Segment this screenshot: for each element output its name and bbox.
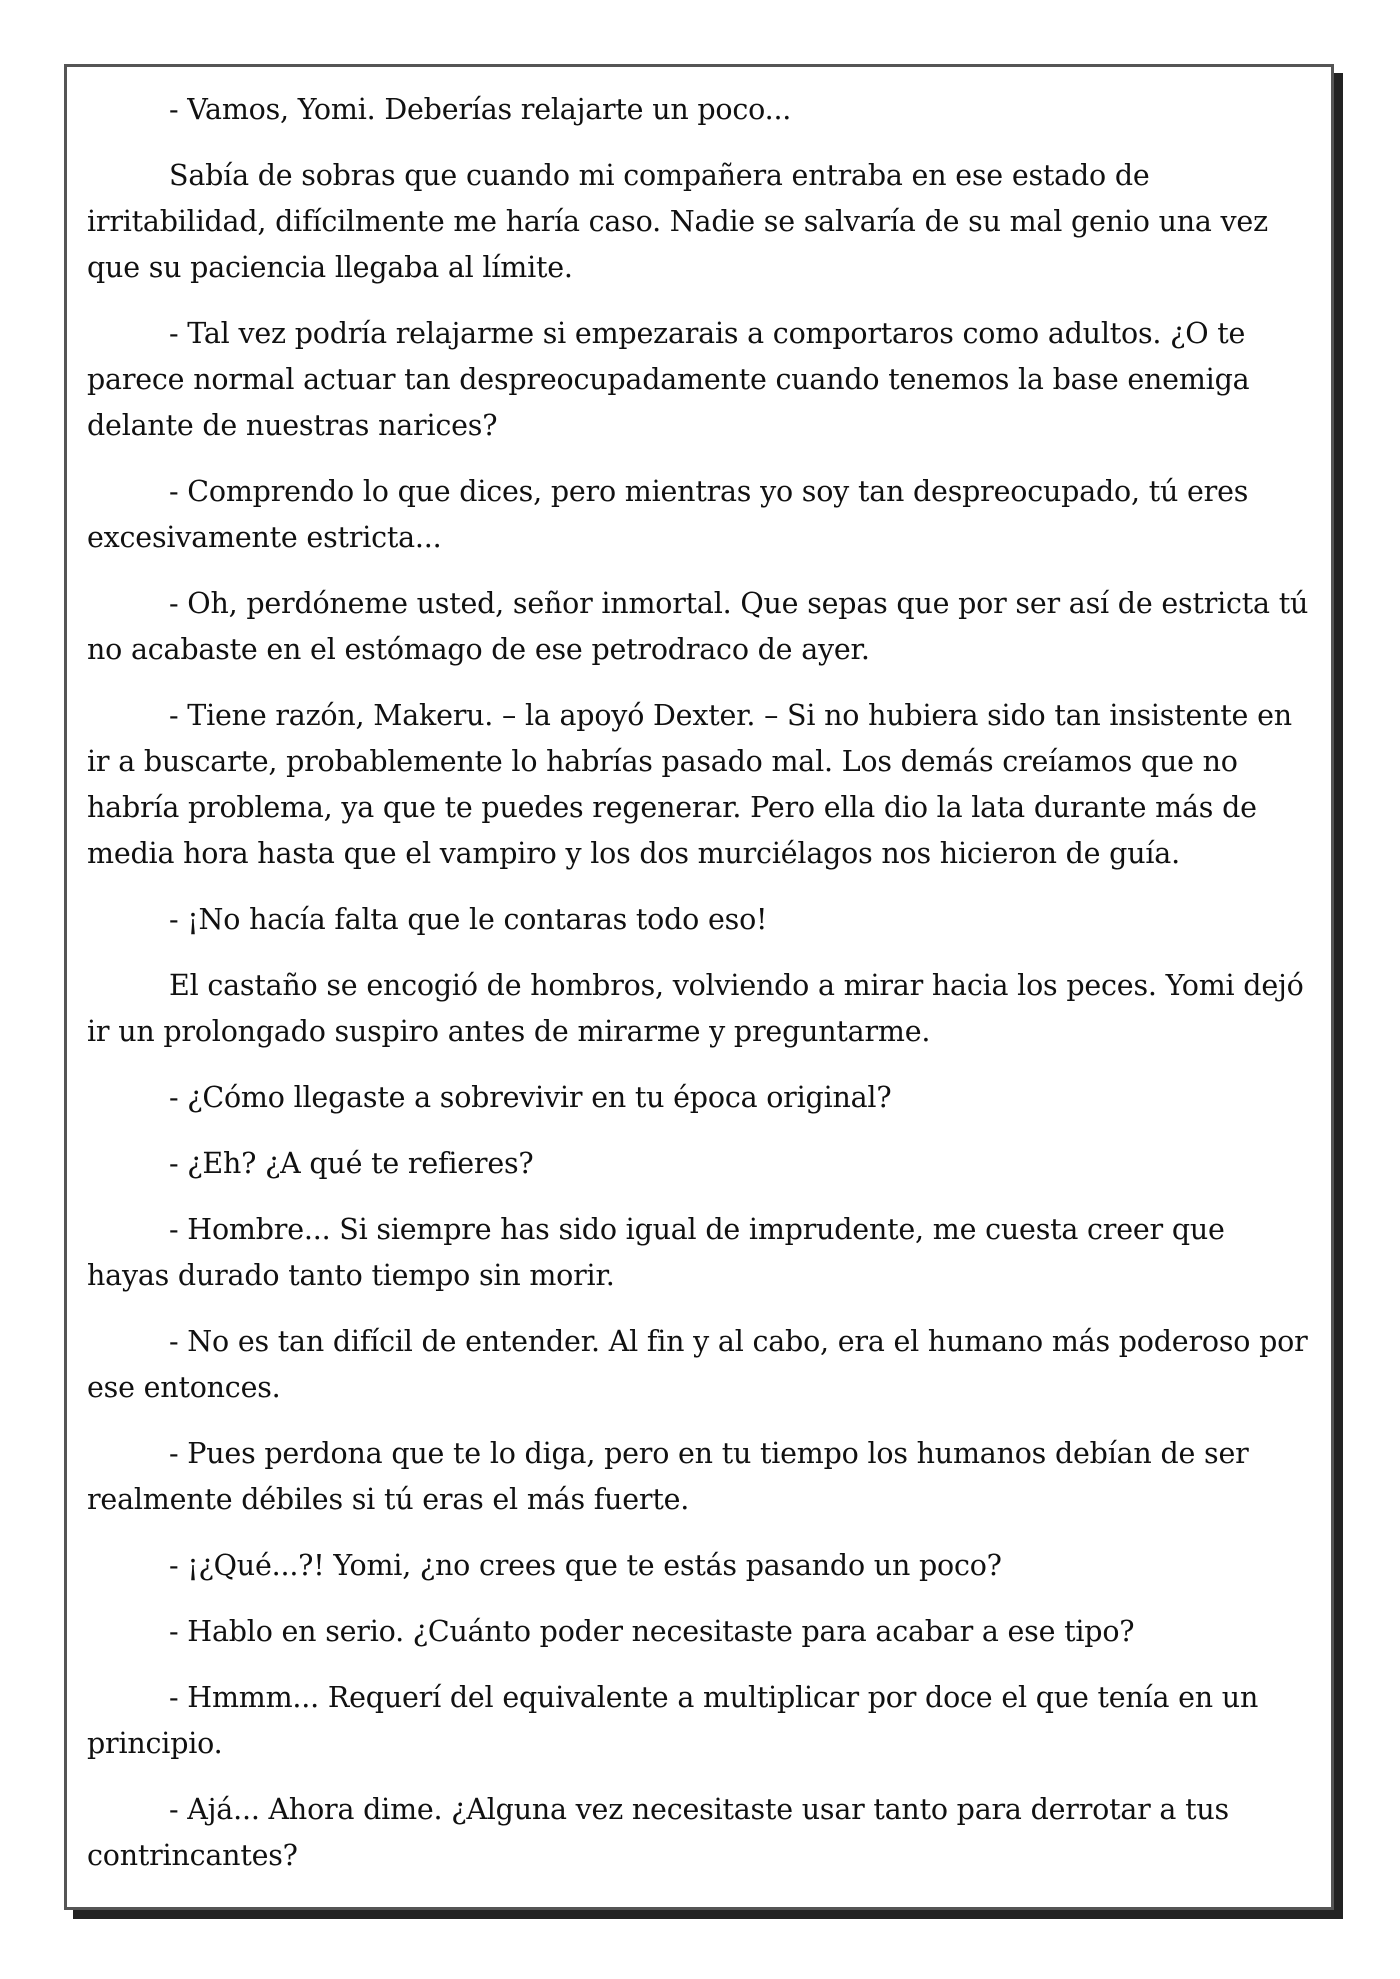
paragraph-7: - ¡No hacía falta que le contaras todo eso! <box>169 903 768 936</box>
paragraph-12: - No es tan difícil de entender. Al fin y al cabo, era el humano más poderoso por ese entonces. <box>87 1325 1308 1404</box>
paragraph-11: - Hombre... Si siempre has sido igual de imprudente, me cuesta creer que hayas durado tanto tiempo sin morir. <box>87 1213 1225 1292</box>
paragraph-14: - ¡¿Qué...?! Yomi, ¿no crees que te estás pasando un poco? <box>169 1549 1002 1582</box>
paragraph-16: - Hmmm... Requerí del equivalente a multiplicar por doce el que tenía en un principio. <box>87 1681 1259 1760</box>
paragraph-10: - ¿Eh? ¿A qué te refieres? <box>169 1147 534 1180</box>
paragraph-3: - Tal vez podría relajarme si empezarais a comportaros como adultos. ¿O te parece normal actuar tan despreocupadamente cuando tenemos la base enemiga delante de nuestras narices? <box>87 317 1250 442</box>
paragraph-13: - Pues perdona que te lo diga, pero en tu tiempo los humanos debían de ser realmente débiles si tú eras el más fuerte. <box>87 1437 1249 1516</box>
document-body <box>87 87 1311 1899</box>
page-frame <box>64 64 1334 1910</box>
paragraph-4: - Comprendo lo que dices, pero mientras yo soy tan despreocupado, tú eres excesivamente estricta... <box>87 475 1249 554</box>
paragraph-2: Sabía de sobras que cuando mi compañera entraba en ese estado de irritabilidad, difícilmente me haría caso. Nadie se salvaría de su mal genio una vez que su paciencia llegaba al límite. <box>87 159 1268 284</box>
paragraph-8: El castaño se encogió de hombros, volviendo a mirar hacia los peces. Yomi dejó ir un prolongado suspiro antes de mirarme y preguntarme. <box>87 969 1304 1048</box>
paragraph-15: - Hablo en serio. ¿Cuánto poder necesitaste para acabar a ese tipo? <box>169 1615 1135 1648</box>
paragraph-1: - Vamos, Yomi. Deberías relajarte un poco... <box>169 93 792 126</box>
paragraph-6: - Tiene razón, Makeru. – la apoyó Dexter. – Si no hubiera sido tan insistente en ir a buscarte, probablemente lo habrías pasado mal. Los demás creíamos que no habría problema, ya que te puedes regenerar. Pero ella dio la lata durante más de media hora hasta que el vampiro y los dos murciélagos nos hicieron de guía. <box>87 699 1292 870</box>
paragraph-5: - Oh, perdóneme usted, señor inmortal. Que sepas que por ser así de estricta tú no acabaste en el estómago de ese petrodraco de ayer. <box>87 587 1309 666</box>
paragraph-17: - Ajá... Ahora dime. ¿Alguna vez necesitaste usar tanto para derrotar a tus contrincantes? <box>87 1793 1229 1872</box>
paragraph-9: - ¿Cómo llegaste a sobrevivir en tu época original? <box>169 1081 892 1114</box>
